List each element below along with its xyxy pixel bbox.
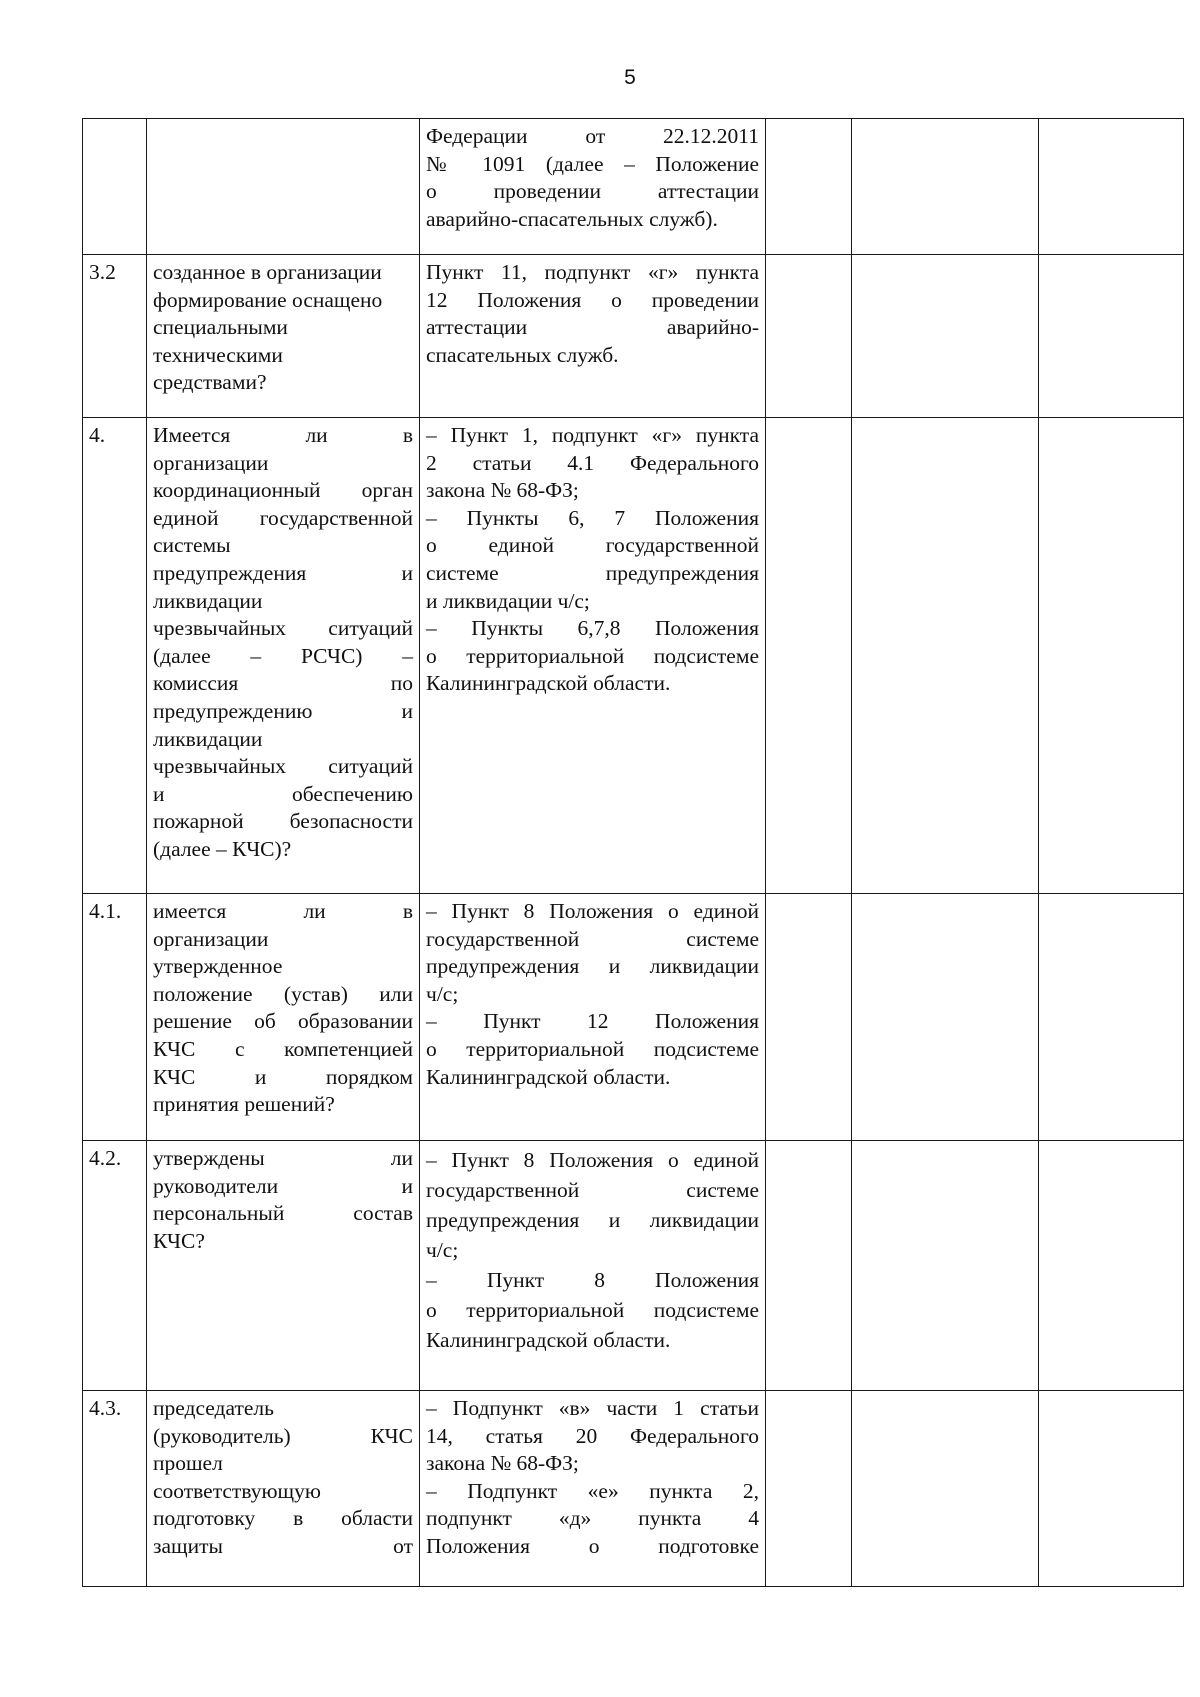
- question-line: соответствующую: [153, 1478, 321, 1503]
- item-number: 4.2.: [83, 1141, 147, 1391]
- item-number: 4.3.: [83, 1391, 147, 1587]
- reference-line: предупреждения и ликвидации: [426, 1208, 759, 1232]
- reference-line: – Пункт 8 Положения о единой: [426, 1148, 759, 1172]
- reference-line: – Пункт 12 Положения: [426, 1009, 759, 1034]
- question-line: средствами?: [153, 370, 267, 395]
- reference-line: – Пункт 1, подпункт «г» пункта: [426, 423, 759, 447]
- question-line: формирование оснащено: [153, 287, 383, 312]
- question-cell: [147, 1391, 420, 1587]
- reference-line: 12 Положения о проведении: [426, 287, 759, 312]
- reference-line: ч/с;: [426, 1238, 459, 1262]
- item-number: 4.1.: [83, 894, 147, 1141]
- checklist-table: [82, 118, 1184, 1587]
- empty-cell[interactable]: [766, 1391, 852, 1587]
- question-line: системы: [153, 533, 231, 558]
- item-number: 3.2: [83, 255, 147, 418]
- reference-line: государственной системе: [426, 926, 759, 951]
- reference-line: – Пункты 6, 7 Положения: [426, 505, 759, 530]
- reference-cell: [420, 255, 766, 418]
- reference-line: – Подпункт «в» части 1 статьи: [426, 1396, 759, 1420]
- question-line: защиты от: [153, 1533, 413, 1558]
- question-line: решение об образовании: [153, 1009, 413, 1034]
- question-line: (руководитель) КЧС: [153, 1423, 413, 1448]
- empty-cell[interactable]: [852, 119, 1039, 255]
- reference-line: системе предупреждения: [426, 560, 759, 585]
- reference-line: подпункт «д» пункта 4: [426, 1506, 759, 1531]
- question-line: чрезвычайных ситуаций: [153, 754, 413, 779]
- empty-cell[interactable]: [1039, 1141, 1184, 1391]
- question-line: прошел: [153, 1451, 223, 1476]
- reference-line: 2 статьи 4.1 Федерального: [426, 450, 759, 475]
- reference-line: и ликвидации ч/с;: [426, 588, 590, 613]
- reference-line: закона № 68-ФЗ;: [426, 1451, 579, 1476]
- reference-line: Калининградской области.: [426, 1064, 671, 1089]
- reference-line: аттестации аварийно-: [426, 315, 759, 340]
- table-row: [83, 255, 1184, 418]
- question-line: руководители и: [153, 1173, 413, 1198]
- empty-cell[interactable]: [766, 418, 852, 894]
- reference-line: о территориальной подсистеме: [426, 1298, 759, 1322]
- reference-cell: [420, 418, 766, 894]
- reference-line: спасательных служб.: [426, 342, 619, 367]
- question-line: (далее – РСЧС) –: [153, 643, 413, 668]
- reference-line: – Пункт 8 Положения: [426, 1268, 759, 1292]
- question-line: подготовку в области: [153, 1506, 413, 1531]
- reference-line: Калининградской области.: [426, 671, 671, 696]
- item-number: [83, 119, 147, 255]
- empty-cell[interactable]: [852, 1391, 1039, 1587]
- question-line: КЧС с компетенцией: [153, 1036, 413, 1061]
- table-row: [83, 894, 1184, 1141]
- empty-cell[interactable]: [766, 1141, 852, 1391]
- reference-line: закона № 68-ФЗ;: [426, 478, 579, 503]
- question-line: утвержденное: [153, 954, 283, 979]
- question-line: КЧС?: [153, 1228, 205, 1253]
- question-line: персональный состав: [153, 1201, 413, 1226]
- empty-cell[interactable]: [766, 894, 852, 1141]
- reference-cell: [420, 894, 766, 1141]
- question-line: ликвидации: [153, 588, 263, 613]
- reference-line: Положения о подготовке: [426, 1533, 759, 1558]
- question-line: принятия решений?: [153, 1092, 335, 1117]
- empty-cell[interactable]: [1039, 1391, 1184, 1587]
- reference-cell: [420, 1141, 766, 1391]
- reference-line: о территориальной подсистеме: [426, 1036, 759, 1061]
- question-line: единой государственной: [153, 505, 413, 530]
- question-line: техническими: [153, 342, 283, 367]
- question-line: комиссия по: [153, 671, 413, 696]
- question-line: чрезвычайных ситуаций: [153, 616, 413, 641]
- reference-line: Калининградской области.: [426, 1328, 671, 1352]
- empty-cell[interactable]: [1039, 894, 1184, 1141]
- reference-line: о единой государственной: [426, 533, 759, 558]
- question-line: утверждены ли: [153, 1146, 413, 1170]
- question-line: председатель: [153, 1396, 274, 1420]
- empty-cell[interactable]: [852, 255, 1039, 418]
- question-line: организации: [153, 926, 269, 951]
- reference-line: № 1091 (далее – Положение: [426, 151, 759, 176]
- question-cell: [147, 255, 420, 418]
- reference-line: ч/с;: [426, 981, 459, 1006]
- reference-line: 14, статья 20 Федерального: [426, 1423, 759, 1448]
- empty-cell[interactable]: [1039, 418, 1184, 894]
- empty-cell[interactable]: [1039, 119, 1184, 255]
- question-cell: [147, 1141, 420, 1391]
- table-row: [83, 1141, 1184, 1391]
- page-number: 5: [624, 66, 636, 89]
- reference-line: государственной системе: [426, 1178, 759, 1202]
- reference-line: о территориальной подсистеме: [426, 643, 759, 668]
- reference-line: Пункт 11, подпункт «г» пункта: [426, 260, 759, 284]
- question-line: (далее – КЧС)?: [153, 836, 292, 861]
- reference-line: Федерации от 22.12.2011: [426, 124, 759, 148]
- empty-cell[interactable]: [852, 1141, 1039, 1391]
- question-line: КЧС и порядком: [153, 1064, 413, 1089]
- reference-line: предупреждения и ликвидации: [426, 954, 759, 979]
- reference-line: – Пункт 8 Положения о единой: [426, 899, 759, 923]
- question-line: имеется ли в: [153, 899, 413, 923]
- question-line: специальными: [153, 315, 288, 340]
- question-line: Имеется ли в: [153, 423, 413, 447]
- reference-line: – Пункты 6,7,8 Положения: [426, 616, 759, 641]
- table-row: [83, 1391, 1184, 1587]
- question-line: пожарной безопасности: [153, 809, 413, 834]
- question-line: предупреждения и: [153, 560, 413, 585]
- question-line: положение (устав) или: [153, 981, 413, 1006]
- empty-cell[interactable]: [766, 255, 852, 418]
- empty-cell[interactable]: [852, 418, 1039, 894]
- question-cell: [147, 119, 420, 255]
- question-cell: [147, 894, 420, 1141]
- table-row: [83, 418, 1184, 894]
- question-cell: [147, 418, 420, 894]
- reference-line: – Подпункт «е» пункта 2,: [426, 1478, 759, 1503]
- question-line: созданное в организации: [153, 260, 382, 284]
- item-number: 4.: [83, 418, 147, 894]
- reference-cell: [420, 1391, 766, 1587]
- reference-line: аварийно-спасательных служб).: [426, 206, 718, 231]
- reference-line: о проведении аттестации: [426, 179, 759, 204]
- table-row: [83, 119, 1184, 255]
- question-line: организации: [153, 450, 269, 475]
- question-line: и обеспечению: [153, 781, 413, 806]
- reference-cell: [420, 119, 766, 255]
- question-line: предупреждению и: [153, 698, 413, 723]
- question-line: ликвидации: [153, 726, 263, 751]
- question-line: координационный орган: [153, 478, 413, 503]
- empty-cell[interactable]: [1039, 255, 1184, 418]
- empty-cell[interactable]: [766, 119, 852, 255]
- empty-cell[interactable]: [852, 894, 1039, 1141]
